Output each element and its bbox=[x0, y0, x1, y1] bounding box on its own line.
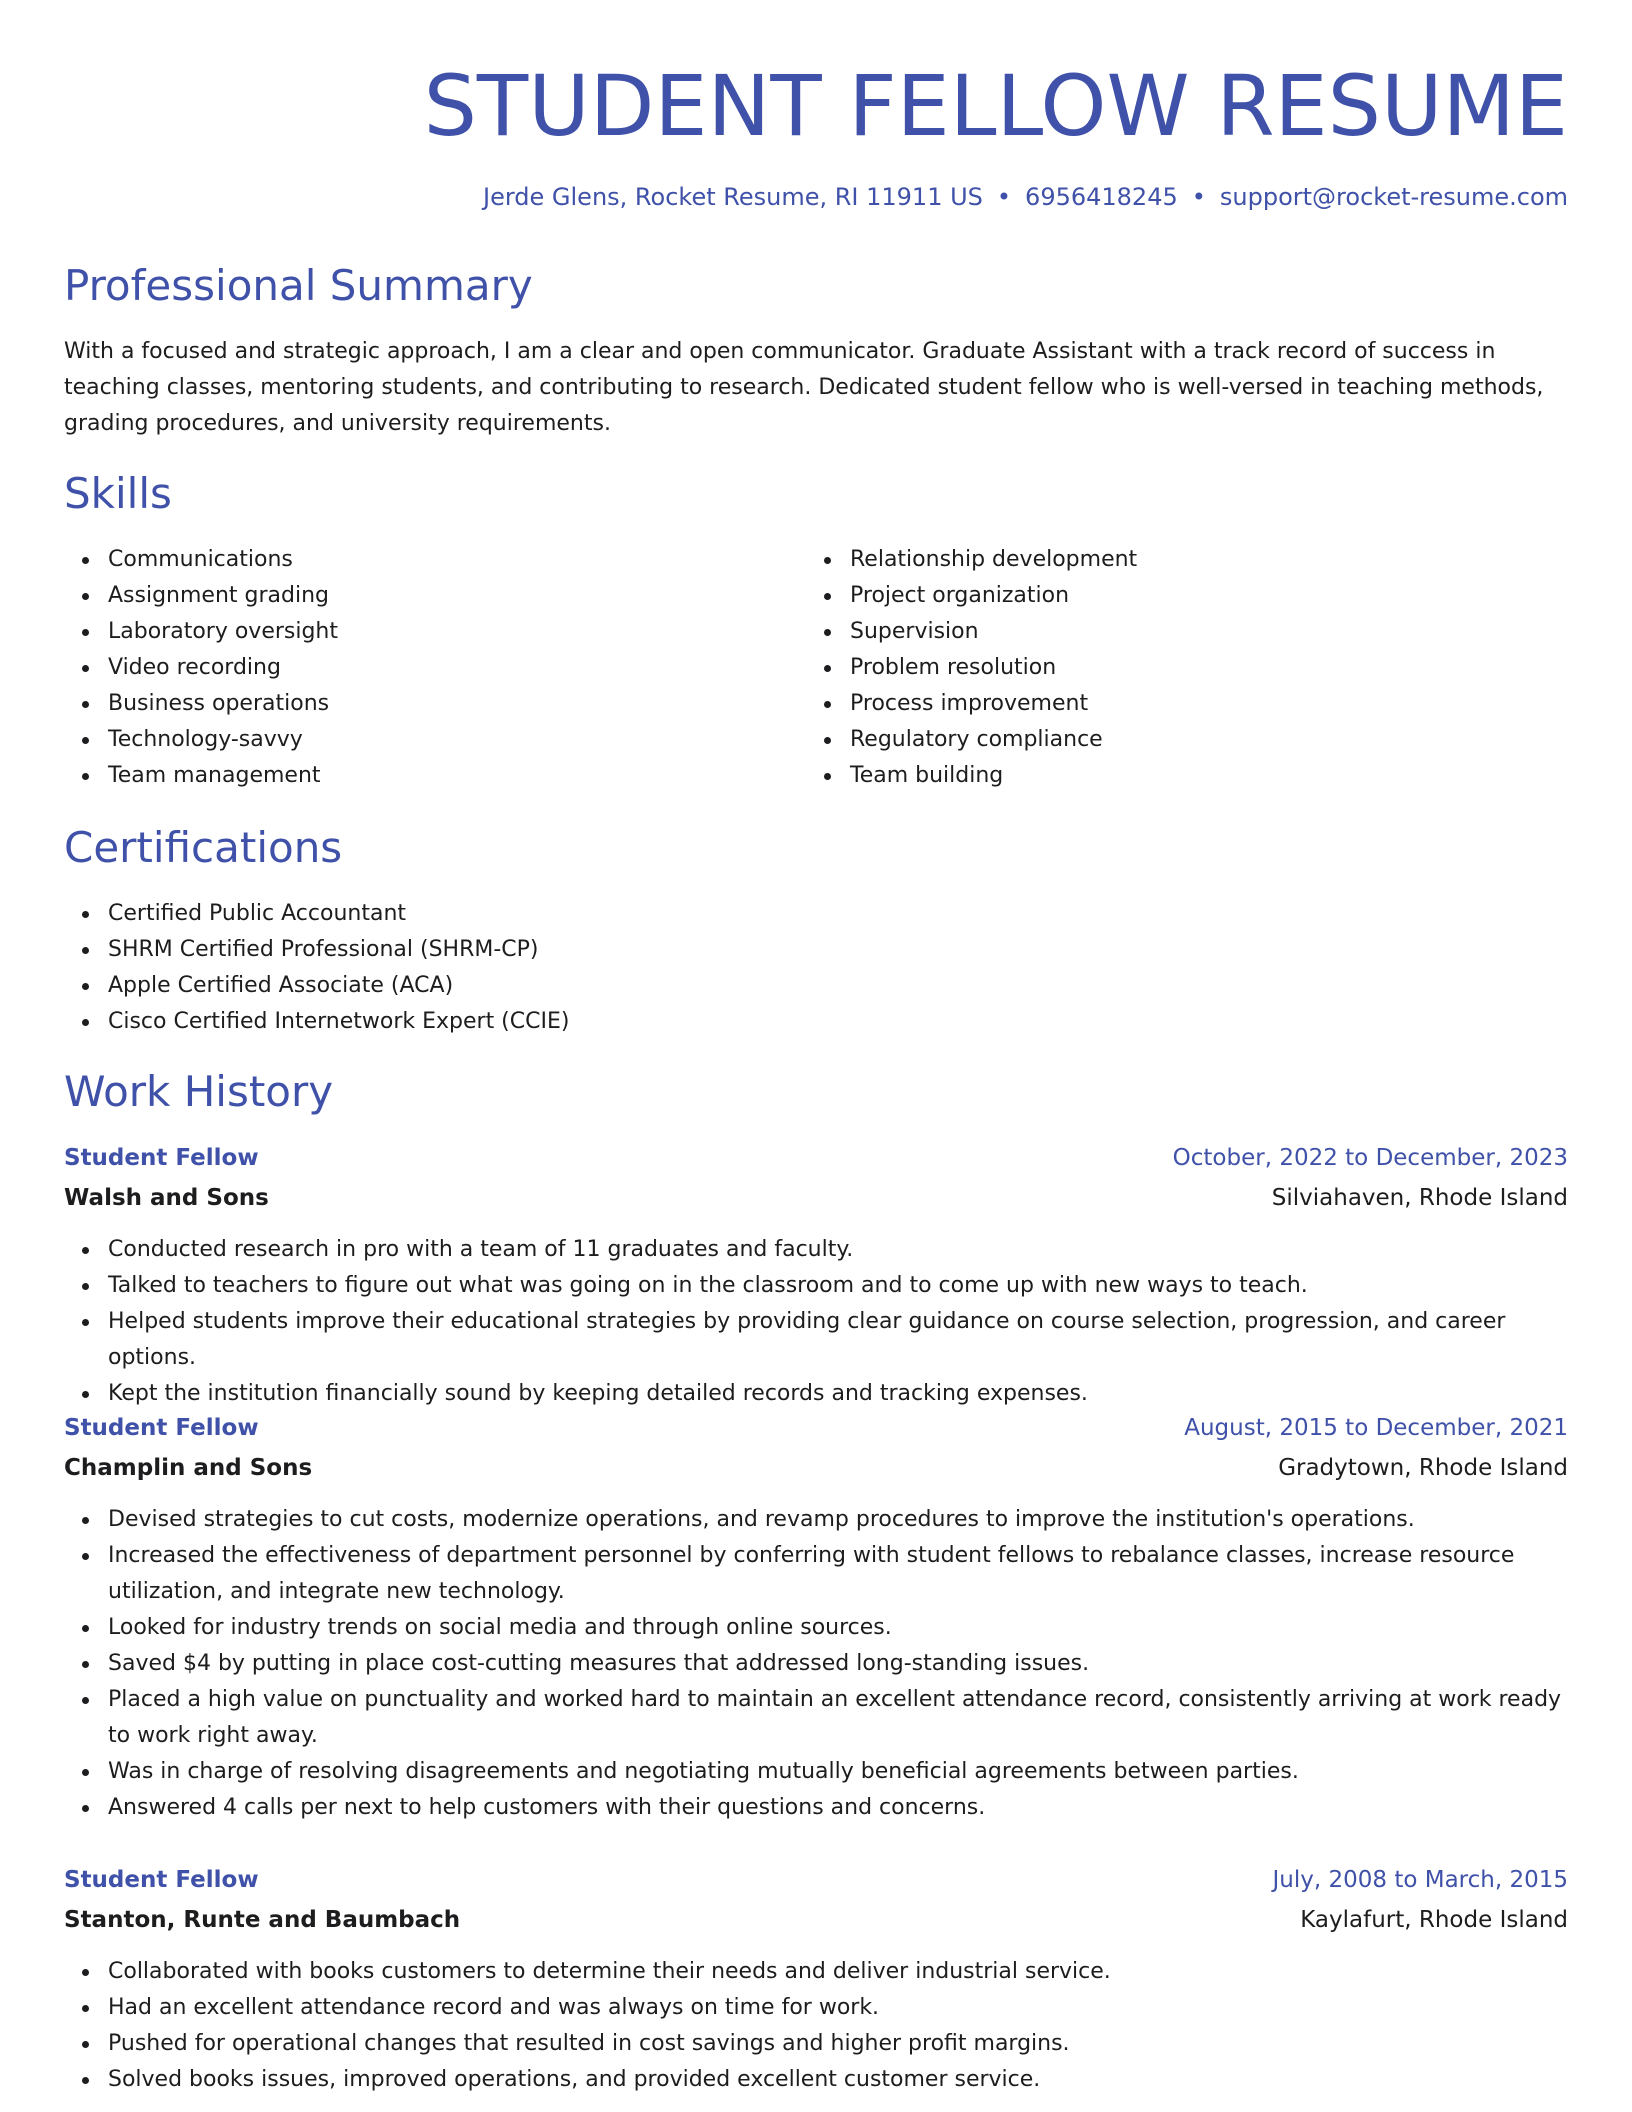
section-title-summary: Professional Summary bbox=[64, 261, 533, 310]
job-location: Kaylafurt, Rhode Island bbox=[1300, 1907, 1568, 1933]
skill-item: Laboratory oversight bbox=[64, 614, 804, 650]
job-bullet: Looked for industry trends on social media and through online sources. bbox=[64, 1610, 1568, 1646]
job-title: Student Fellow bbox=[64, 1867, 259, 1893]
job-title-row bbox=[64, 1862, 1568, 1902]
section-title-certifications: Certifications bbox=[64, 823, 343, 872]
skill-item: Problem resolution bbox=[806, 650, 1546, 686]
job-company: Champlin and Sons bbox=[64, 1455, 313, 1481]
certification-item: Certified Public Accountant bbox=[64, 896, 1064, 932]
contact-line bbox=[483, 180, 1568, 214]
job-bullet: Helped students improve their educational strategies by providing clear guidance on course selection, progression, and career options. bbox=[64, 1304, 1568, 1376]
job-bullet: Kept the institution financially sound by keeping detailed records and tracking expenses. bbox=[64, 1376, 1568, 1412]
job-dates: October, 2022 to December, 2023 bbox=[1172, 1145, 1568, 1171]
skills-list-right bbox=[806, 542, 1546, 794]
job-bullet: Had an excellent attendance record and was always on time for work. bbox=[64, 1990, 1568, 2026]
work-entry bbox=[64, 1140, 1568, 1412]
work-entry bbox=[64, 1410, 1568, 1826]
section-title-work-history: Work History bbox=[64, 1067, 334, 1116]
job-bullet: Was in charge of resolving disagreements and negotiating mutually beneficial agreements between parties. bbox=[64, 1754, 1568, 1790]
certification-item: Apple Certified Associate (ACA) bbox=[64, 968, 1064, 1004]
contact-address: Jerde Glens, Rocket Resume, RI 11911 US bbox=[483, 183, 983, 211]
skills-list-left bbox=[64, 542, 804, 794]
contact-phone: 6956418245 bbox=[1025, 183, 1178, 211]
job-bullets bbox=[64, 1502, 1568, 1826]
skill-item: Communications bbox=[64, 542, 804, 578]
certification-item: Cisco Certified Internetwork Expert (CCIE) bbox=[64, 1004, 1064, 1040]
skill-item: Regulatory compliance bbox=[806, 722, 1546, 758]
resume-title: STUDENT FELLOW RESUME bbox=[423, 57, 1568, 155]
job-title-row bbox=[64, 1410, 1568, 1450]
job-title: Student Fellow bbox=[64, 1415, 259, 1441]
job-title: Student Fellow bbox=[64, 1145, 259, 1171]
job-bullet: Devised strategies to cut costs, modernize operations, and revamp procedures to improve the institution's operations. bbox=[64, 1502, 1568, 1538]
job-company-row bbox=[64, 1180, 1568, 1220]
job-bullets bbox=[64, 1232, 1568, 1412]
section-title-skills: Skills bbox=[64, 469, 172, 518]
work-entry bbox=[64, 1862, 1568, 2098]
skill-item: Team building bbox=[806, 758, 1546, 794]
job-bullets bbox=[64, 1954, 1568, 2098]
skill-item: Team management bbox=[64, 758, 804, 794]
job-bullet: Talked to teachers to figure out what was going on in the classroom and to come up with new ways to teach. bbox=[64, 1268, 1568, 1304]
job-company-row bbox=[64, 1902, 1568, 1942]
skill-item: Process improvement bbox=[806, 686, 1546, 722]
job-title-row bbox=[64, 1140, 1568, 1180]
job-location: Gradytown, Rhode Island bbox=[1278, 1455, 1568, 1481]
contact-separator: • bbox=[996, 183, 1012, 211]
job-location: Silviahaven, Rhode Island bbox=[1271, 1185, 1568, 1211]
job-bullet: Placed a high value on punctuality and worked hard to maintain an excellent attendance record, consistently arriving at work ready to work right away. bbox=[64, 1682, 1568, 1754]
job-bullet: Pushed for operational changes that resulted in cost savings and higher profit margins. bbox=[64, 2026, 1568, 2062]
skill-item: Assignment grading bbox=[64, 578, 804, 614]
job-bullet: Collaborated with books customers to determine their needs and deliver industrial service. bbox=[64, 1954, 1568, 1990]
skill-item: Business operations bbox=[64, 686, 804, 722]
contact-separator: • bbox=[1191, 183, 1206, 211]
certification-item: SHRM Certified Professional (SHRM-CP) bbox=[64, 932, 1064, 968]
job-company: Stanton, Runte and Baumbach bbox=[64, 1907, 461, 1933]
job-dates: August, 2015 to December, 2021 bbox=[1184, 1415, 1568, 1441]
job-company-row bbox=[64, 1450, 1568, 1490]
skill-item: Relationship development bbox=[806, 542, 1546, 578]
job-dates: July, 2008 to March, 2015 bbox=[1272, 1867, 1568, 1893]
summary-text: With a focused and strategic approach, I am a clear and open communicator. Graduate Assistant with a track record of success in teaching classes, mentoring students, and contributing to research. Dedicated student fellow who is well-versed in teaching methods, grading procedures, and university requirements. bbox=[64, 339, 1544, 436]
certifications-list bbox=[64, 896, 1064, 1040]
skill-item: Video recording bbox=[64, 650, 804, 686]
job-bullet: Conducted research in pro with a team of 11 graduates and faculty. bbox=[64, 1232, 1568, 1268]
job-company: Walsh and Sons bbox=[64, 1185, 269, 1211]
job-bullet: Solved books issues, improved operations, and provided excellent customer service. bbox=[64, 2062, 1568, 2098]
job-bullet: Saved $4 by putting in place cost-cutting measures that addressed long-standing issues. bbox=[64, 1646, 1568, 1682]
skill-item: Supervision bbox=[806, 614, 1546, 650]
skill-item: Project organization bbox=[806, 578, 1546, 614]
job-bullet: Increased the effectiveness of department personnel by conferring with student fellows to rebalance classes, increase resource utilization, and integrate new technology. bbox=[64, 1538, 1568, 1610]
skill-item: Technology-savvy bbox=[64, 722, 804, 758]
contact-email[interactable]: support@rocket-resume.com bbox=[1219, 183, 1568, 211]
job-bullet: Answered 4 calls per next to help customers with their questions and concerns. bbox=[64, 1790, 1568, 1826]
